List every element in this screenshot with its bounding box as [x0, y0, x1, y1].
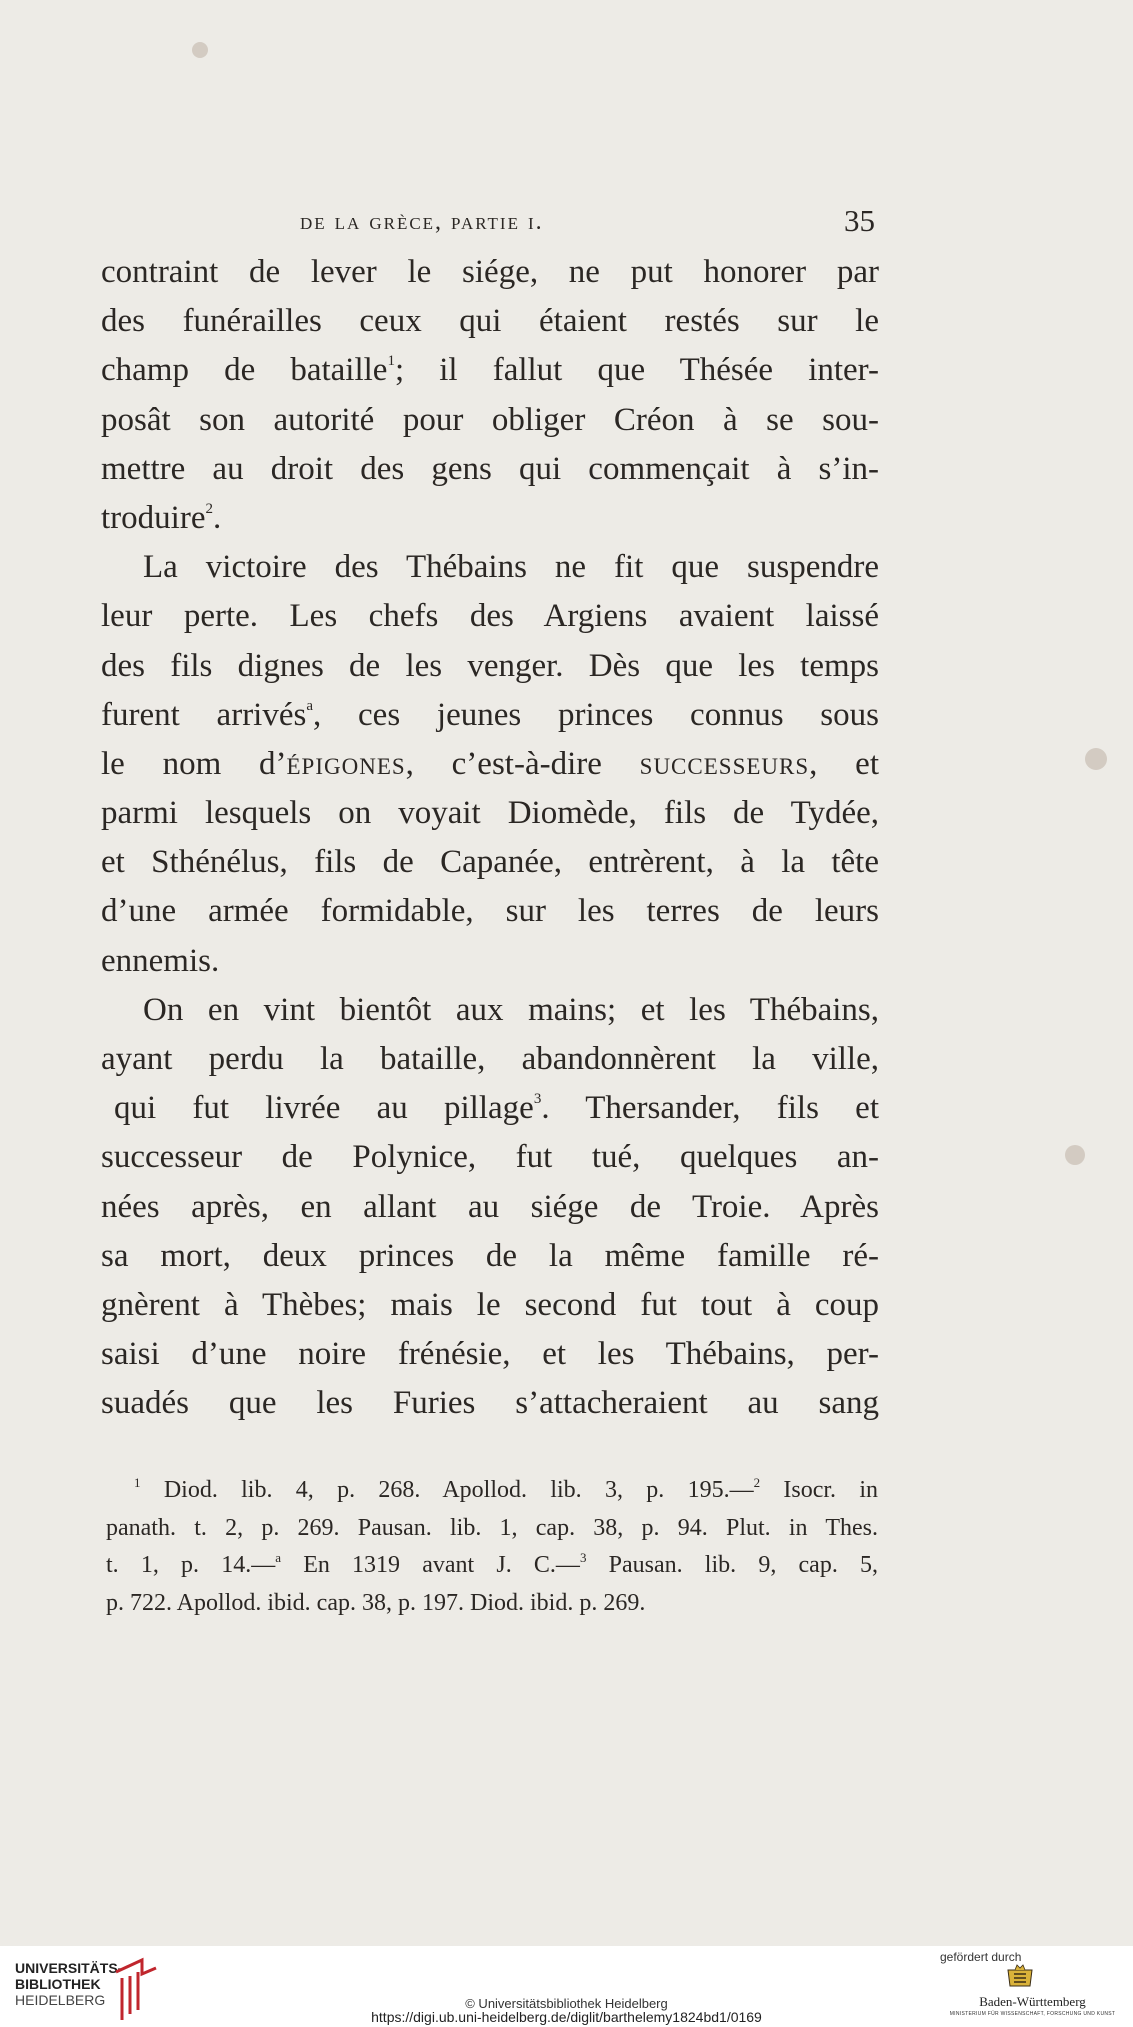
funding-label: gefördert durch: [940, 1950, 1022, 1964]
footnote-line: p. 722. Apollod. ibid. cap. 38, p. 197. Diod. ibid. p. 269.: [106, 1589, 646, 1616]
small-caps-term: épigones: [286, 745, 406, 782]
text-line: d’une armée formidable, sur les terres de leurs: [101, 893, 879, 930]
paper-stain: [1065, 1145, 1085, 1165]
text-line: [101, 1084, 879, 1133]
library-name-line: BIBLIOTHEK: [15, 1976, 101, 1992]
body-text: [101, 248, 879, 1429]
text-line: saisi d’une noire frénésie, et les Thébains, per-: [101, 1336, 879, 1373]
running-title: de la grèce, partie i.: [300, 209, 544, 235]
text-span: champ de bataille: [101, 352, 388, 389]
text-line: [101, 691, 879, 740]
text-line: ennemis.: [101, 942, 220, 979]
text-span: , c’est-à-dire: [405, 745, 602, 782]
text-line: mettre au droit des gens qui commençait à s’in-: [101, 450, 879, 487]
footnote-ref: 2: [205, 500, 213, 517]
funder-name: Baden-Württemberg: [979, 1994, 1086, 2009]
footnote-text: Pausan. lib. 9, cap. 5,: [608, 1552, 879, 1578]
text-line: suadés que les Furies s’attacheraient au sang: [101, 1385, 879, 1422]
text-line: nées après, en allant au siége de Troie. Après: [101, 1188, 879, 1225]
footnote-line: [106, 1472, 878, 1510]
text-line: contraint de lever le siége, ne put honorer par: [101, 254, 879, 290]
text-line: sa mort, deux princes de la même famille ré-: [101, 1237, 879, 1274]
small-caps-term: successeurs: [639, 745, 810, 782]
text-line: [101, 346, 879, 395]
text-line: des fils dignes de les venger. Dès que les temps: [101, 647, 879, 684]
funder-subtitle: MINISTERIUM FÜR WISSENSCHAFT, FORSCHUNG UND KUNST: [949, 2011, 1116, 2017]
paragraph-first-line: On en vint bientôt aux mains; et les Thébains,: [143, 991, 879, 1028]
footnote-text: Isocr. in: [783, 1477, 879, 1503]
footer-bar: [0, 1946, 1133, 2027]
footnotes: [106, 1472, 878, 1622]
paragraph-first-line: La victoire des Thébains ne fit que suspendre: [143, 549, 879, 586]
text-line: [101, 494, 879, 543]
library-name-line: HEIDELBERG: [15, 1992, 106, 2008]
text-line: ayant perdu la bataille, abandonnèrent la ville,: [101, 1041, 879, 1077]
text-line: [101, 740, 879, 789]
text-line: gnèrent à Thèbes; mais le second fut tout à coup: [101, 1286, 879, 1323]
footnote-ref: 1: [387, 353, 395, 370]
page-number: 35: [844, 203, 875, 238]
copyright-notice: © Universitätsbibliothek Heidelberg: [465, 1996, 668, 2011]
footnote-marker: 2: [753, 1475, 761, 1490]
paper-stain: [1085, 748, 1107, 770]
footnote-marker: a: [275, 1550, 282, 1565]
text-line: parmi lesquels on voyait Diomède, fils de Tydée,: [101, 795, 879, 832]
text-span: furent arrivés: [101, 696, 307, 733]
footnote-line: panath. t. 2, p. 269. Pausan. lib. 1, cap. 38, p. 94. Plut. in Thes.: [106, 1514, 878, 1541]
footnote-text: En 1319 avant J. C.—: [303, 1552, 580, 1578]
text-span: .: [212, 499, 222, 536]
running-header: [100, 203, 877, 247]
permalink-url[interactable]: https://digi.ub.uni-heidelberg.de/diglit/barthelemy1824bd1/0169: [371, 2009, 762, 2025]
baden-wuerttemberg-crest-icon: [1005, 1964, 1035, 1990]
footnote-line: [106, 1547, 878, 1585]
text-span: , et: [809, 745, 879, 782]
text-line: successeur de Polynice, fut tué, quelques an-: [101, 1139, 879, 1176]
footnote-ref: 3: [533, 1091, 542, 1108]
text-span: troduire: [101, 499, 206, 536]
text-span: . Thersander, fils et: [541, 1090, 879, 1127]
footnote-marker: 1: [134, 1475, 141, 1490]
text-line: leur perte. Les chefs des Argiens avaient laissé: [101, 598, 879, 635]
text-span: , ces jeunes princes connus sous: [313, 696, 879, 733]
paper-stain: [192, 42, 208, 58]
footnote-marker: 3: [579, 1550, 587, 1565]
library-name-line: UNIVERSITÄTS-: [15, 1960, 123, 1976]
text-line: et Sthénélus, fils de Capanée, entrèrent, à la tête: [101, 844, 879, 881]
footnote-ref: a: [306, 697, 314, 714]
text-span: le nom d’: [101, 745, 287, 782]
text-line: des funérailles ceux qui étaient restés sur le: [101, 303, 879, 340]
text-span: ; il fallut que Thésée inter-: [394, 352, 879, 389]
footnote-text: t. 1, p. 14.—: [106, 1552, 276, 1578]
text-span: qui fut livrée au pillage: [114, 1090, 534, 1127]
text-line: posât son autorité pour obliger Créon à se sou-: [101, 401, 879, 438]
footnote-text: Diod. lib. 4, p. 268. Apollod. lib. 3, p. 195.—: [163, 1477, 754, 1503]
